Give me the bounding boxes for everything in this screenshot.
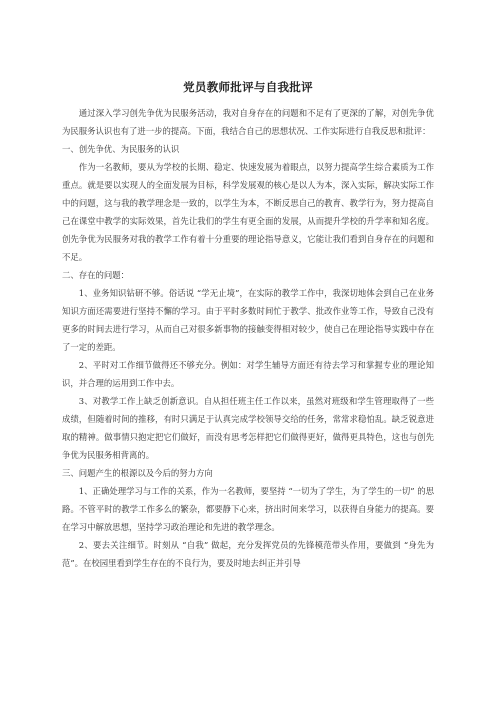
document-title: 党员教师批评与自我批评 (183, 80, 313, 94)
section-heading-1: 一、创先争优、为民服务的认识 (62, 144, 180, 154)
section-heading-2: 二、存在的问题： (62, 270, 129, 280)
body-paragraph: 2、要去关注细节。时刻从 “自我” 做起，充分发挥党员的先锋模范带头作用，要做到 “身先为范”。在校园里看到学生存在的不良行为，要及时地去纠正并引导 (62, 540, 434, 568)
body-paragraph: 2、平时对工作细节做得还不够充分。例如：对学生辅导方面还有待去学习和掌握专业的理论知识，并合理的运用到工作中去。 (62, 360, 434, 388)
body-paragraph: 作为一名教师，要从为学校的长期、稳定、快速发展为着眼点，以努力提高学生综合素质为工作重点。就是要以实现人的全面发展为目标，科学发展观的核心是以人为本，深入实际，解决实际工作中的问题，这与我的教学理念是一致的，以学生为本，不断反思自己的教育、教学行为，努力提高自己在课堂中教学的实际效果，首先让我们的学生有更全面的发展，从而提升学校的升学率和知名度。创先争优为民服务对我的教学工作有着十分重要的理论指导意义，它能让我们看到自身存在的问题和不足。 (62, 162, 434, 262)
intro-paragraph: 通过深入学习创先争优为民服务活动，我对自身存在的问题和不足有了更深的了解，对创先争优为民服务认识也有了进一步的提高。下面，我结合自己的思想状况、工作实际进行自我反思和批评： (62, 108, 434, 136)
document-body (62, 104, 434, 572)
body-paragraph: 1、业务知识钻研不够。俗话说 “学无止境”，在实际的教学工作中，我深切地体会到自己在业务知识方面还需要进行坚持不懈的学习。由于平时多数时间忙于教学、批改作业等工作，导致自己没有更多的时间去进行学习，从而自己对很多新事物的接触变得相对较少，使自己在理论指导实践中存在了一定的差距。 (62, 288, 434, 352)
body-paragraph: 3、对教学工作上缺乏创新意识。自从担任班主任工作以来，虽然对班级和学生管理取得了一些成绩，但随着时间的推移，有时只满足于认真完成学校领导交给的任务，常常求稳怕乱。缺乏锐意进取的精神。做事情只抱定把它们做好，而没有思考怎样把它们做得更好，做得更具特色，这也与创先争优为民服务相背离的。 (62, 396, 434, 460)
body-paragraph: 1、正确处理学习与工作的关系，作为一名教师，要坚持 “一切为了学生，为了学生的一切” 的思路。不管平时的教学工作多么的繁杂，都要静下心来，挤出时间来学习，以获得自身能力的提高。要在学习中解放思想，坚持学习政治理论和先进的教学理念。 (62, 486, 434, 532)
section-heading-3: 三、问题产生的根源以及今后的努力方向 (62, 468, 213, 478)
